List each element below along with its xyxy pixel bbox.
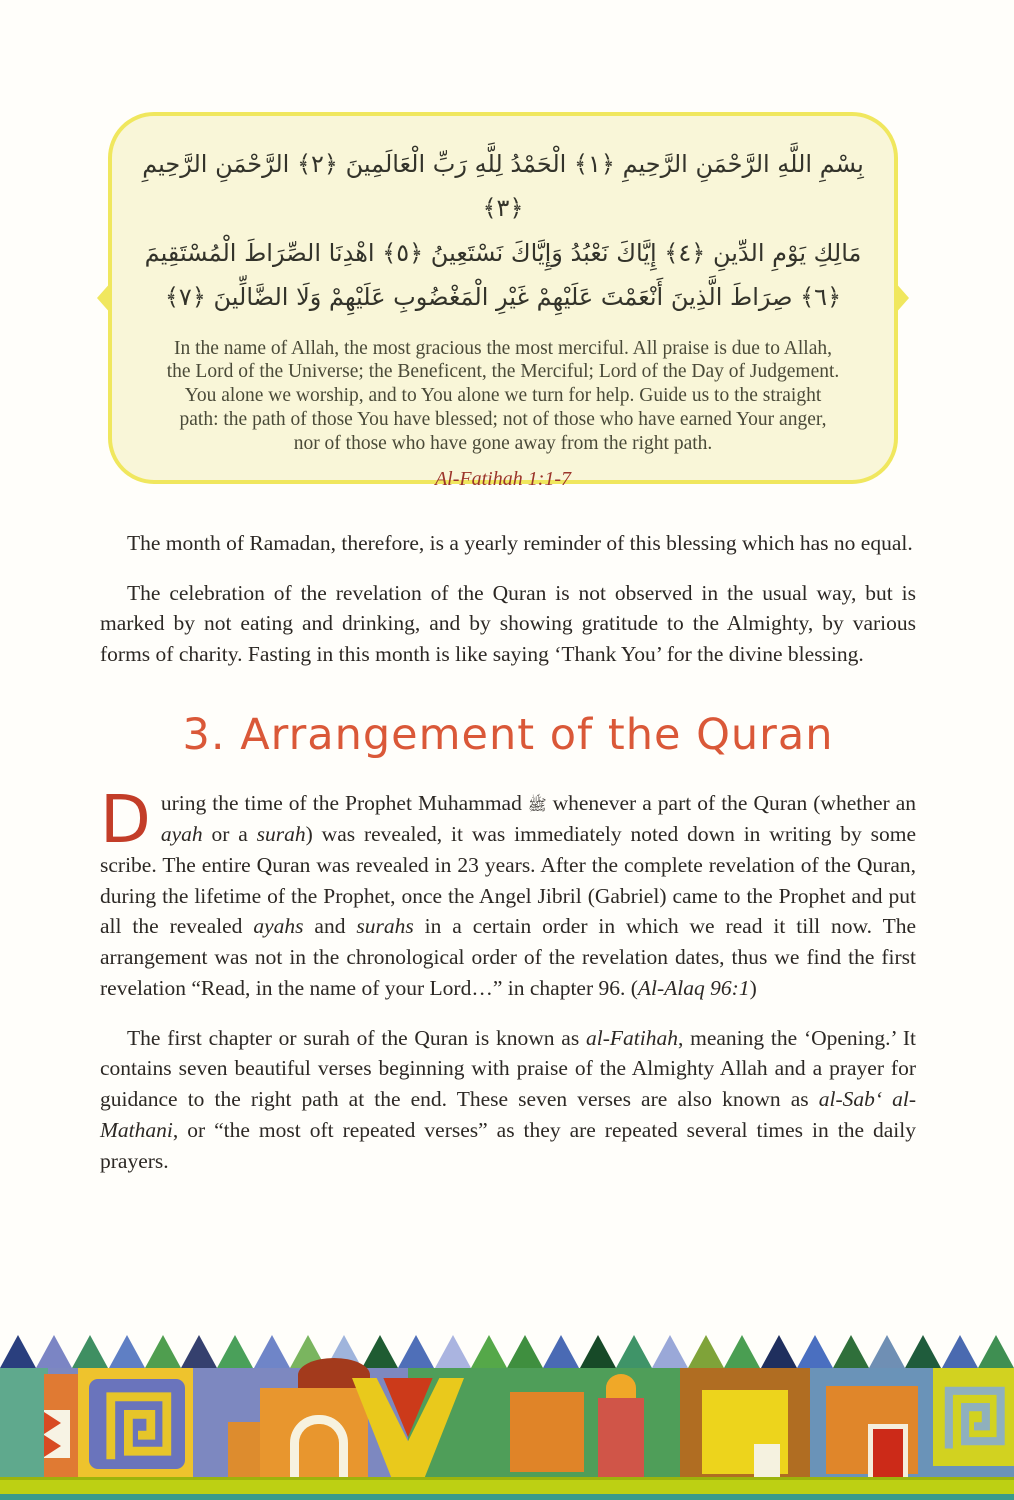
brace-left-decoration bbox=[97, 281, 112, 315]
verse-translation: In the name of Allah, the most gracious the most merciful. All praise is due to Allah, the Lord of the Universe; the Beneficent, the Merciful; Lord of the Day of Judgement. You alone we worship, and to You alone we turn for help. Guide us to the straight path: the path of those You have blessed; not of those who have earned Your anger, nor of those who have gone away from the right path. bbox=[166, 337, 840, 454]
paragraph-arrangement bbox=[100, 781, 917, 1003]
zigzag-triangle bbox=[507, 1335, 543, 1368]
zigzag-triangle bbox=[688, 1335, 724, 1368]
zigzag-triangle bbox=[254, 1335, 290, 1368]
zigzag-triangle bbox=[652, 1335, 688, 1368]
brace-right-decoration bbox=[894, 281, 909, 315]
zigzag-triangle bbox=[72, 1335, 108, 1368]
zigzag-triangle bbox=[833, 1335, 869, 1368]
paragraph-arrangement-text: uring the time of the Prophet Muhammad ﷺ whenever a part of the Quran (whether an ayah or a surah) was revealed, it was immediately noted down in writing by some scribe. The entire Quran was revealed in 23 years. After the complete revelation of the Quran, during the lifetime of the Prophet, once the Angel Jibril (Gabriel) came to the Prophet and put all the revealed ayahs and surahs in a certain order in which we read it till now. The arrangement was not in the chronological order of the revelation dates, thus we find the first revelation “Read, in the name of your Lord…” in chapter 96. (Al-Alaq 96:1) bbox=[100, 791, 917, 1000]
buildings-band bbox=[0, 1368, 1014, 1480]
yellow-spiral-block bbox=[78, 1368, 196, 1480]
orange-square bbox=[510, 1392, 584, 1472]
drop-cap: D bbox=[100, 781, 151, 859]
zigzag-triangle bbox=[942, 1335, 978, 1368]
grass-strip bbox=[0, 1477, 1014, 1494]
flag-triangle-icon bbox=[44, 1435, 61, 1457]
paragraph-celebration: The celebration of the revelation of the Quran is not observed in the usual way, but is marked by not eating and drinking, and by showing gratitude to the Almighty, by various forms of charity. Fasting in this month is like saying ‘Thank You’ for the divine blessing. bbox=[100, 580, 916, 667]
zigzag-triangle bbox=[145, 1335, 181, 1368]
flag-triangle-icon bbox=[44, 1412, 61, 1434]
zigzag-triangle bbox=[471, 1335, 507, 1368]
teal-strip bbox=[0, 1494, 1014, 1500]
blue-spiral-tile bbox=[89, 1379, 185, 1469]
decorative-border-illustration bbox=[0, 1335, 1014, 1500]
teal-block bbox=[0, 1368, 48, 1480]
arabic-line-2: مَالِكِ يَوْمِ الدِّينِ ﴿٤﴾ إِيَّاكَ نَعْبُدُ وَإِيَّاكَ نَسْتَعِينُ ﴿٥﴾ اهْدِنَا الصِّرَاطَ الْمُسْتَقِيمَ bbox=[144, 238, 862, 267]
red-tower bbox=[598, 1398, 644, 1480]
zigzag-triangle bbox=[761, 1335, 797, 1368]
quran-quote-box bbox=[108, 112, 898, 491]
zigzag-triangle bbox=[543, 1335, 579, 1368]
blue-block bbox=[810, 1368, 935, 1480]
zigzag-triangle bbox=[724, 1335, 760, 1368]
zigzag-triangle bbox=[0, 1335, 36, 1368]
arabic-line-3: ﴿٦﴾ صِرَاطَ الَّذِينَ أَنْعَمْتَ عَلَيْهِمْ غَيْرِ الْمَغْضُوبِ عَلَيْهِمْ وَلَا الضَّالِّينَ ﴿٧﴾ bbox=[164, 283, 842, 312]
page-content bbox=[100, 528, 916, 1195]
zigzag-triangle bbox=[109, 1335, 145, 1368]
paragraph-fatihah: The first chapter or surah of the Quran is known as al-Fatihah, meaning the ‘Opening.’ It contains seven beautiful verses beginning with praise of the Almighty Allah and a prayer for guidance to the right path at the end. These seven verses are also known as al-Sab‘ al- Mathani, or “the most oft repeated verses” as they are repeated several times in the daily prayers. bbox=[100, 1025, 916, 1173]
flag-strip bbox=[44, 1374, 80, 1480]
yellow-window bbox=[702, 1390, 788, 1474]
zigzag-triangle bbox=[398, 1335, 434, 1368]
arch-doorway-icon bbox=[290, 1415, 348, 1480]
zigzag-triangle bbox=[435, 1335, 471, 1368]
spiral-icon bbox=[937, 1376, 1011, 1456]
v-motif bbox=[352, 1378, 464, 1480]
chapter-heading: 3. Arrangement of the Quran bbox=[182, 709, 834, 760]
zigzag-border bbox=[0, 1335, 1014, 1368]
verse-citation: Al-Fatihah 1:1-7 bbox=[434, 468, 572, 491]
zigzag-triangle bbox=[616, 1335, 652, 1368]
zigzag-triangle bbox=[580, 1335, 616, 1368]
paragraph-ramadan-reminder: The month of Ramadan, therefore, is a yearly reminder of this blessing which has no equal. bbox=[127, 531, 913, 555]
zigzag-triangle bbox=[797, 1335, 833, 1368]
white-window bbox=[754, 1444, 780, 1478]
zigzag-triangle bbox=[181, 1335, 217, 1368]
zigzag-triangle bbox=[362, 1335, 398, 1368]
chartreuse-spiral-block bbox=[933, 1368, 1014, 1466]
zigzag-triangle bbox=[905, 1335, 941, 1368]
arabic-verses bbox=[142, 142, 864, 320]
spiral-icon bbox=[96, 1384, 180, 1464]
zigzag-triangle bbox=[217, 1335, 253, 1368]
brown-block bbox=[680, 1368, 810, 1480]
zigzag-triangle bbox=[869, 1335, 905, 1368]
arabic-line-1: بِسْمِ اللَّهِ الرَّحْمَنِ الرَّحِيمِ ﴿١﴾ الْحَمْدُ لِلَّهِ رَبِّ الْعَالَمِينَ ﴿٢﴾ الرَّحْمَنِ الرَّحِيمِ ﴿٣﴾ bbox=[142, 150, 864, 223]
zigzag-triangle bbox=[36, 1335, 72, 1368]
orange-house bbox=[826, 1386, 918, 1474]
mosque-building bbox=[228, 1366, 368, 1480]
flag-background bbox=[44, 1410, 70, 1458]
zigzag-triangle bbox=[978, 1335, 1014, 1368]
